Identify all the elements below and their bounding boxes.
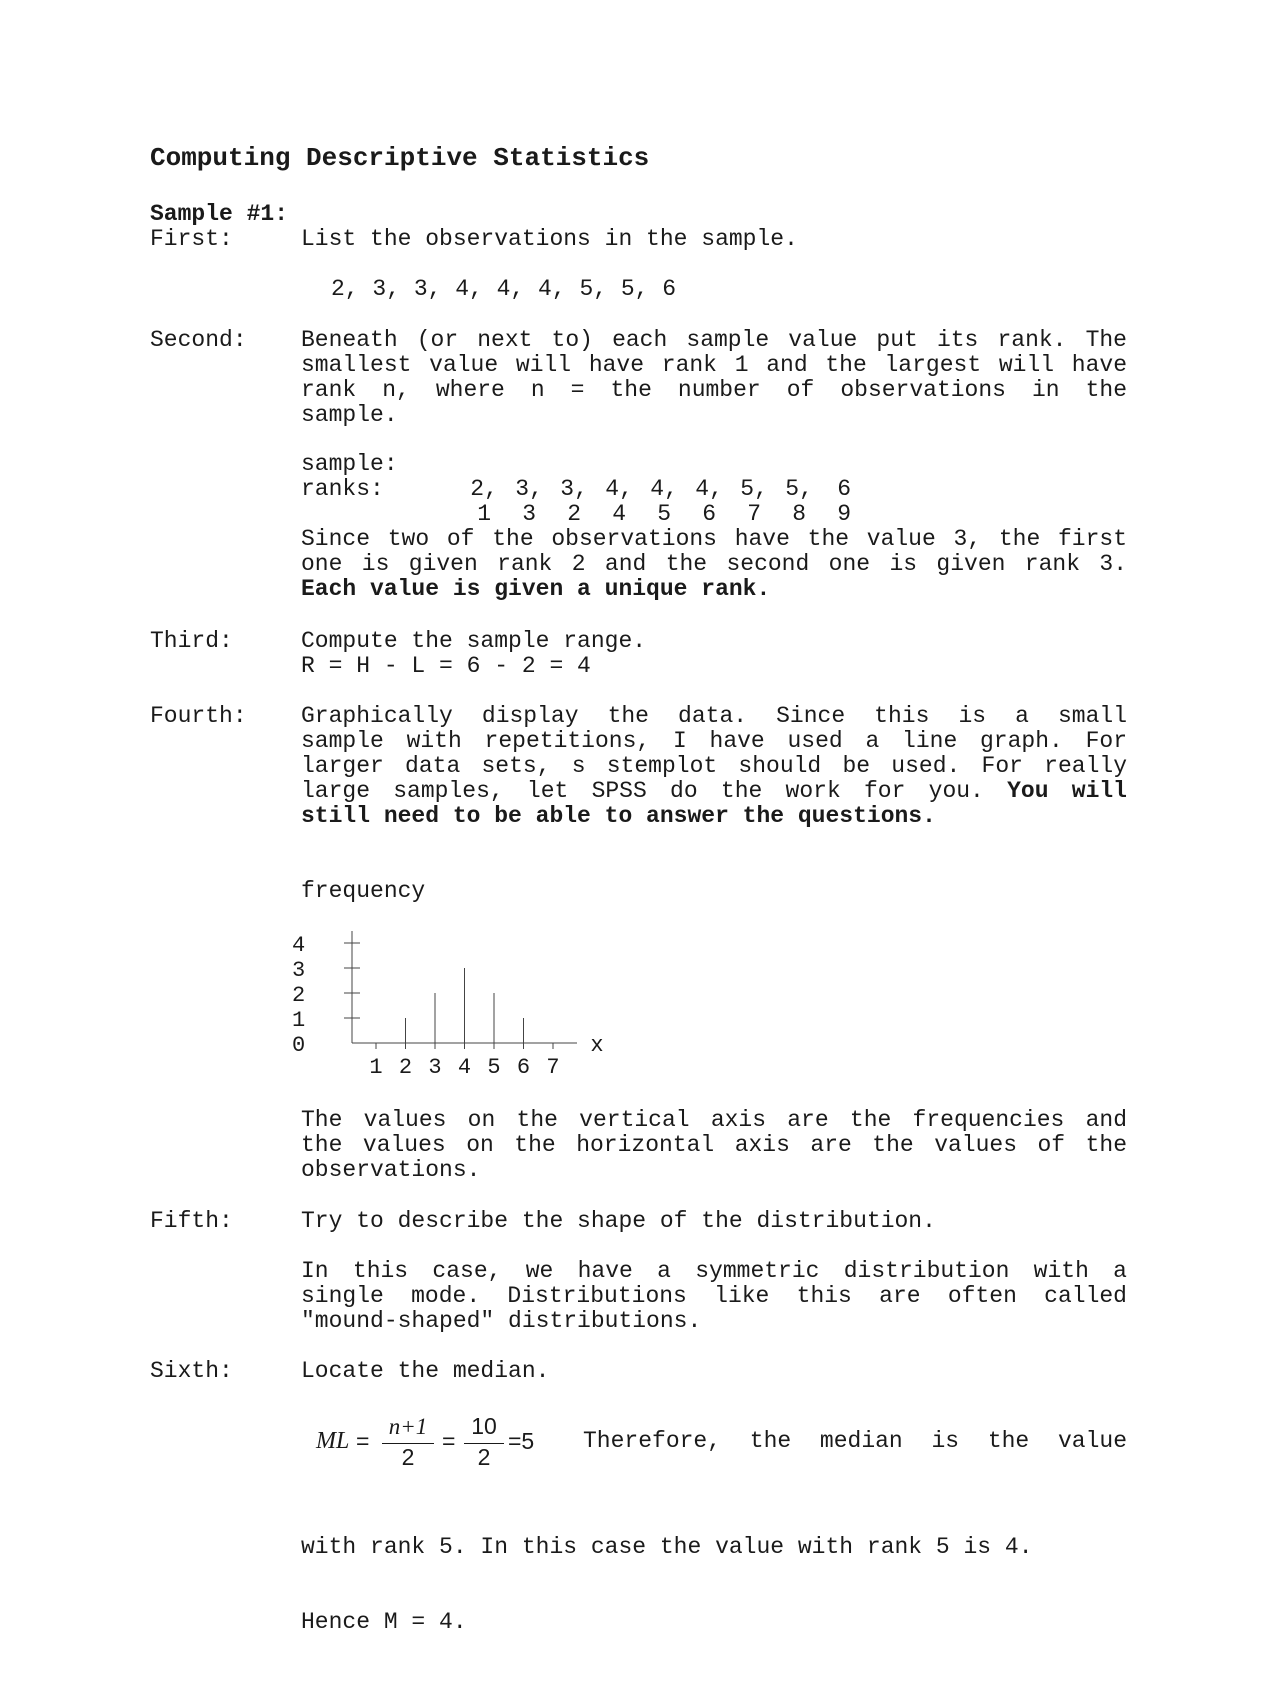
text-line: sample with repetitions, I have used a line graph. For <box>301 728 1127 754</box>
observations-list: 2, 3, 3, 4, 4, 4, 5, 5, 6 <box>331 276 677 302</box>
frac2-denominator: 2 <box>477 1444 491 1470</box>
frac2-numerator: 10 <box>471 1413 497 1439</box>
text-line: single mode. Distributions like this are often called <box>301 1283 1127 1309</box>
rank-value: 8 <box>792 501 807 527</box>
sample-value: 4, <box>695 476 723 502</box>
x-tick-label: 2 <box>398 1055 413 1080</box>
distribution-description <box>301 1259 1127 1334</box>
range-formula: R = H - L = 6 - 2 = 4 <box>301 653 591 679</box>
text-line: Graphically display the data. Since this is a small <box>301 703 1127 729</box>
text-line: sample. <box>301 402 398 428</box>
x-axis-label: x <box>590 1033 604 1058</box>
step-label-fourth: Fourth: <box>150 703 247 729</box>
rank-value: 7 <box>747 501 762 527</box>
x-tick-label: 1 <box>369 1055 383 1080</box>
frac1-denominator: 2 <box>401 1444 415 1470</box>
median-formula <box>300 1410 560 1470</box>
chart-ylabel: frequency <box>301 878 426 904</box>
chart-explanation <box>301 1108 1127 1183</box>
x-tick-label: 6 <box>516 1055 531 1080</box>
y-tick-label: 2 <box>292 983 306 1008</box>
unique-rank-note: Each value is given a unique rank. <box>301 576 771 602</box>
bold-span: You will <box>1007 778 1127 804</box>
text-line: one is given rank 2 and the second one is given rank 3. <box>301 551 1127 577</box>
step-label-first: First: <box>150 226 233 252</box>
sample-value: 6 <box>837 476 852 502</box>
y-tick-label: 0 <box>292 1033 306 1058</box>
y-tick-label: 4 <box>292 933 306 958</box>
rank-value: 3 <box>522 501 537 527</box>
step-label-sixth: Sixth: <box>150 1358 233 1384</box>
y-tick-label: 3 <box>292 958 306 983</box>
rank-value: 9 <box>837 501 852 527</box>
step-label-fifth: Fifth: <box>150 1208 233 1234</box>
sample-value: 2, <box>470 476 498 502</box>
text-line: larger data sets, s stemplot should be used. For really <box>301 753 1127 779</box>
ranks-row-label: ranks: <box>301 476 384 502</box>
sample-value: 5, <box>785 476 813 502</box>
text-line: still need to be able to answer the questions. <box>301 803 936 829</box>
text-line: with rank 5. In this case the value with rank 5 is 4. <box>301 1534 1033 1560</box>
sample-value: 5, <box>740 476 768 502</box>
rank-value: 2 <box>567 501 582 527</box>
text-line: The values on the vertical axis are the frequencies and <box>301 1107 1127 1133</box>
step-fifth-text: Try to describe the shape of the distribution. <box>301 1208 936 1234</box>
sample-heading: Sample #1: <box>150 201 289 227</box>
median-inline-text: Therefore, the median is the value <box>583 1428 1127 1454</box>
equals-sign: = <box>356 1428 370 1454</box>
text-line: "mound-shaped" distributions. <box>301 1308 702 1334</box>
text-line <box>301 779 1127 804</box>
rank-value: 4 <box>612 501 627 527</box>
text-line: rank n, where n = the number of observations in the <box>301 377 1127 403</box>
text-line: Hence M = 4. <box>301 1609 467 1635</box>
page-title: Computing Descriptive Statistics <box>150 143 650 173</box>
step-fourth-text <box>301 704 1127 829</box>
step-first-text: List the observations in the sample. <box>301 226 798 252</box>
x-tick-label: 5 <box>487 1055 501 1080</box>
rank-value: 6 <box>702 501 717 527</box>
step-second-text <box>301 328 1127 428</box>
x-tick-label: 4 <box>457 1055 472 1080</box>
rank-value: 5 <box>657 501 672 527</box>
equals-sign: = <box>442 1428 456 1454</box>
y-tick-label: 1 <box>292 1008 306 1033</box>
sample-row-label: sample: <box>301 451 398 477</box>
text-line: In this case, we have a symmetric distribution with a <box>301 1258 1127 1284</box>
text-line: smallest value will have rank 1 and the largest will have <box>301 352 1127 378</box>
text-line: observations. <box>301 1157 481 1183</box>
ml-symbol: ML <box>316 1428 350 1454</box>
rank-value: 1 <box>477 501 492 527</box>
sample-value: 4, <box>650 476 678 502</box>
step-third-text: Compute the sample range. <box>301 628 647 654</box>
text-line: Beneath (or next to) each sample value put its rank. The <box>301 327 1127 353</box>
frac1-numerator: n+1 <box>388 1414 428 1439</box>
step-label-second: Second: <box>150 327 247 353</box>
sample-value: 3, <box>515 476 543 502</box>
median-conclusion <box>301 1485 1033 1660</box>
step-sixth-text: Locate the median. <box>301 1358 550 1384</box>
text-line: Since two of the observations have the value 3, the first <box>301 526 1127 552</box>
x-tick-label: 7 <box>546 1055 560 1080</box>
median-result: =5 <box>508 1428 535 1454</box>
text-line: the values on the horizontal axis are the values of the <box>301 1132 1127 1158</box>
frequency-line-graph <box>290 918 630 1088</box>
step-label-third: Third: <box>150 628 233 654</box>
sample-value: 3, <box>560 476 588 502</box>
rank-note <box>301 527 1127 602</box>
text-span: large samples, let SPSS do the work for you. <box>301 778 984 804</box>
x-tick-label: 3 <box>428 1055 442 1080</box>
sample-value: 4, <box>605 476 633 502</box>
rank-values-row <box>434 477 867 527</box>
